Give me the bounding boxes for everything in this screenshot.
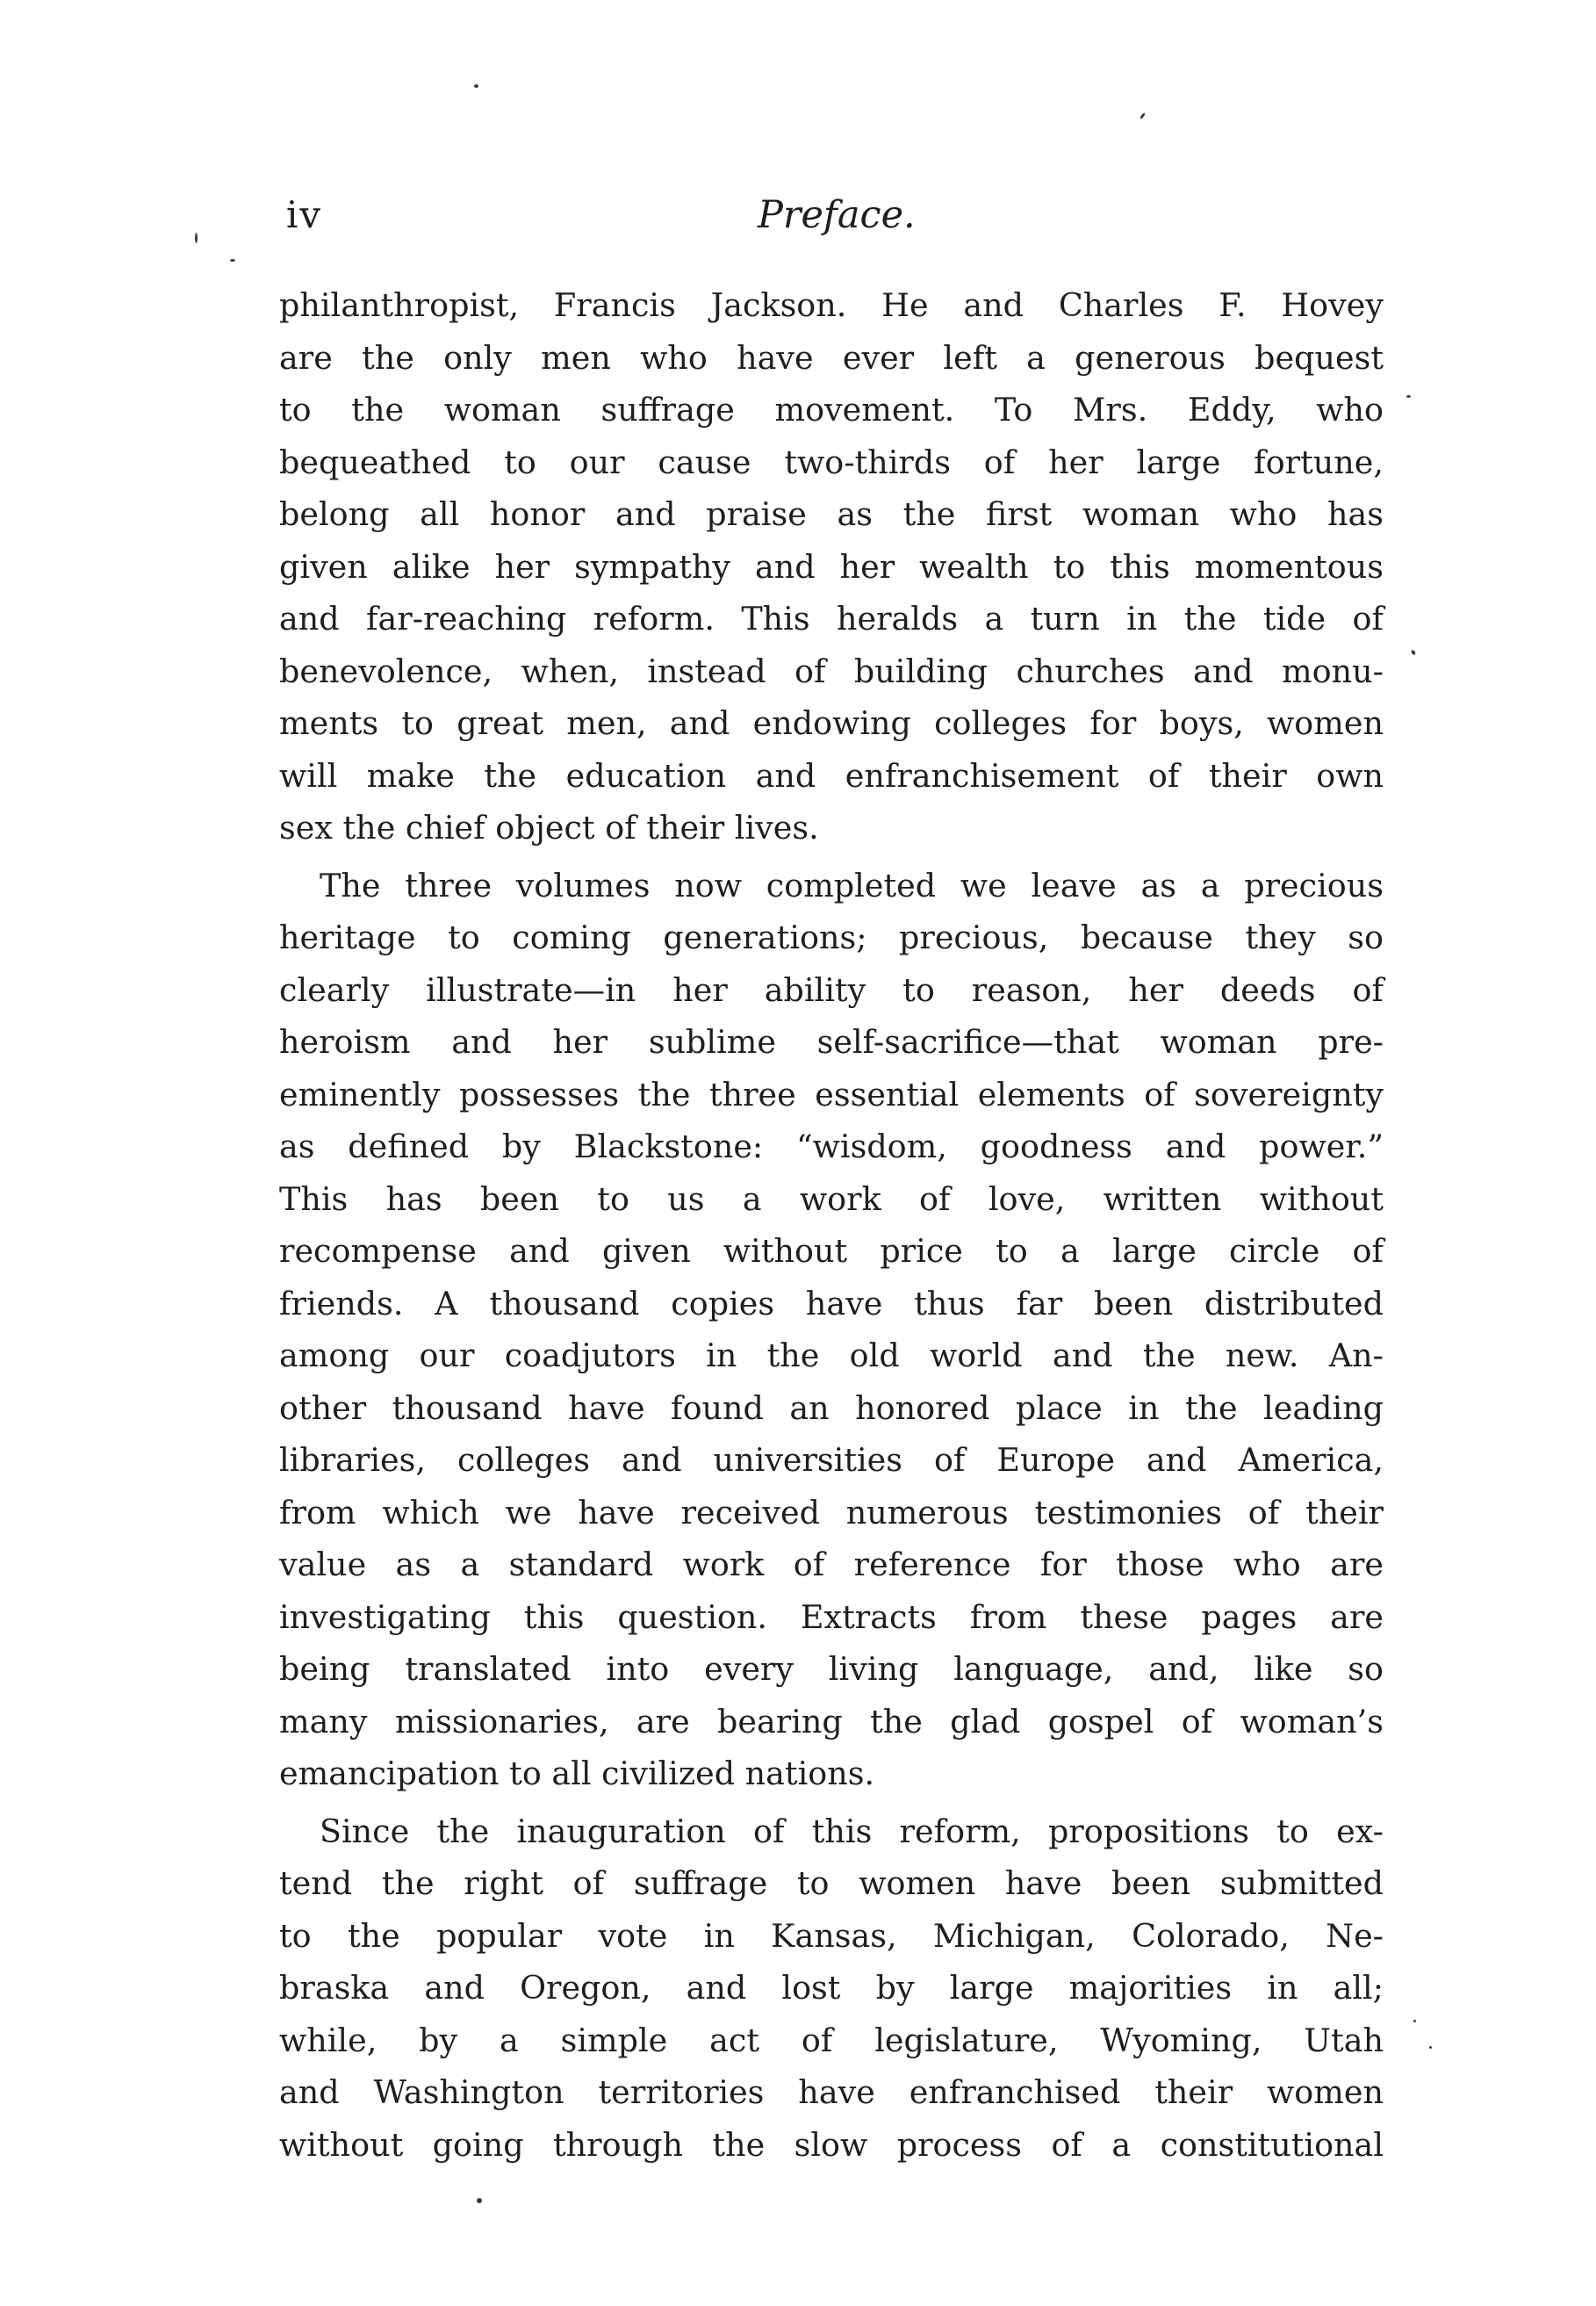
text-line: and far-reaching reform. This heralds a turn in the tide of: [279, 600, 1384, 638]
text-line: are the only men who have ever left a generous bequest: [279, 338, 1384, 377]
scan-speck: [1413, 2020, 1416, 2022]
paragraph: [279, 279, 1384, 854]
text-line: libraries, colleges and universities of Europe and America,: [279, 1441, 1384, 1479]
scan-speck: [195, 233, 198, 243]
scan-speck: [1411, 649, 1416, 655]
text-line: among our coadjutors in the old world and the new. An-: [279, 1337, 1384, 1374]
text-line: while, by a simple act of legislature, Wyoming, Utah: [279, 2021, 1384, 2059]
text-line: recompense and given without price to a large circle of: [279, 1232, 1384, 1270]
running-head-title: Preface.: [758, 193, 916, 237]
body-text: [279, 279, 1384, 2171]
scan-speck: [230, 259, 235, 262]
text-line: friends. A thousand copies have thus far been distributed: [279, 1284, 1384, 1322]
running-head: [279, 193, 1385, 246]
text-line: tend the right of suffrage to women have been submitted: [279, 1864, 1384, 1902]
text-line: without going through the slow process of a constitutional: [279, 2125, 1384, 2164]
scan-speck: [1429, 2046, 1432, 2049]
text-line: will make the education and enfranchisement of their own: [279, 756, 1384, 795]
text-line: to the popular vote in Kansas, Michigan, Colorado, Ne-: [279, 1916, 1384, 1955]
scan-speck: [1406, 395, 1411, 398]
text-line: sex the chief object of their lives.: [279, 809, 819, 847]
text-line: being translated into every living language, and, like so: [279, 1650, 1384, 1688]
text-line: philanthropist, Francis Jackson. He and Charles F. Hovey: [279, 286, 1384, 324]
text-line: ments to great men, and endowing colleges for boys, women: [279, 704, 1384, 742]
text-line: value as a standard work of reference for those who are: [279, 1546, 1384, 1583]
text-line: bequeathed to our cause two-thirds of her large fortune,: [279, 443, 1384, 481]
paragraph: [279, 1805, 1384, 2172]
text-line: eminently possesses the three essential elements of sovereignty: [279, 1075, 1384, 1113]
text-line: clearly illustrate—in her ability to reason, her deeds of: [279, 970, 1384, 1009]
text-line: as defined by Blackstone: “wisdom, goodness and power.”: [279, 1128, 1384, 1165]
text-line: emancipation to all civilized nations.: [279, 1755, 875, 1792]
text-line: given alike her sympathy and her wealth to this momentous: [279, 547, 1384, 586]
text-line: belong all honor and praise as the first woman who has: [279, 495, 1384, 533]
text-line: Since the inauguration of this reform, propositions to ex-: [320, 1812, 1384, 1850]
scan-speck: [474, 84, 478, 88]
text-line: The three volumes now completed we leave as a precious: [320, 866, 1384, 904]
text-line: This has been to us a work of love, written without: [279, 1179, 1384, 1218]
text-line: heroism and her sublime self-sacrifice—that woman pre-: [279, 1023, 1384, 1061]
text-line: and Washington territories have enfranchised their women: [279, 2073, 1384, 2111]
text-line: benevolence, when, instead of building churches and monu-: [279, 652, 1384, 690]
text-line: investigating this question. Extracts from these pages are: [279, 1597, 1384, 1636]
text-line: from which we have received numerous testimonies of their: [279, 1493, 1384, 1531]
text-line: other thousand have found an honored place in the leading: [279, 1388, 1384, 1427]
text-line: braska and Oregon, and lost by large majorities in all;: [279, 1969, 1384, 2007]
text-line: many missionaries, are bearing the glad gospel of woman’s: [279, 1702, 1384, 1740]
page-number: iv: [286, 193, 323, 236]
paragraph: [279, 860, 1384, 1800]
scan-speck: [477, 2198, 482, 2203]
text-line: to the woman suffrage movement. To Mrs. Eddy, who: [279, 391, 1384, 429]
text-line: heritage to coming generations; precious, because they so: [279, 919, 1384, 956]
scan-speck: [1139, 112, 1146, 119]
